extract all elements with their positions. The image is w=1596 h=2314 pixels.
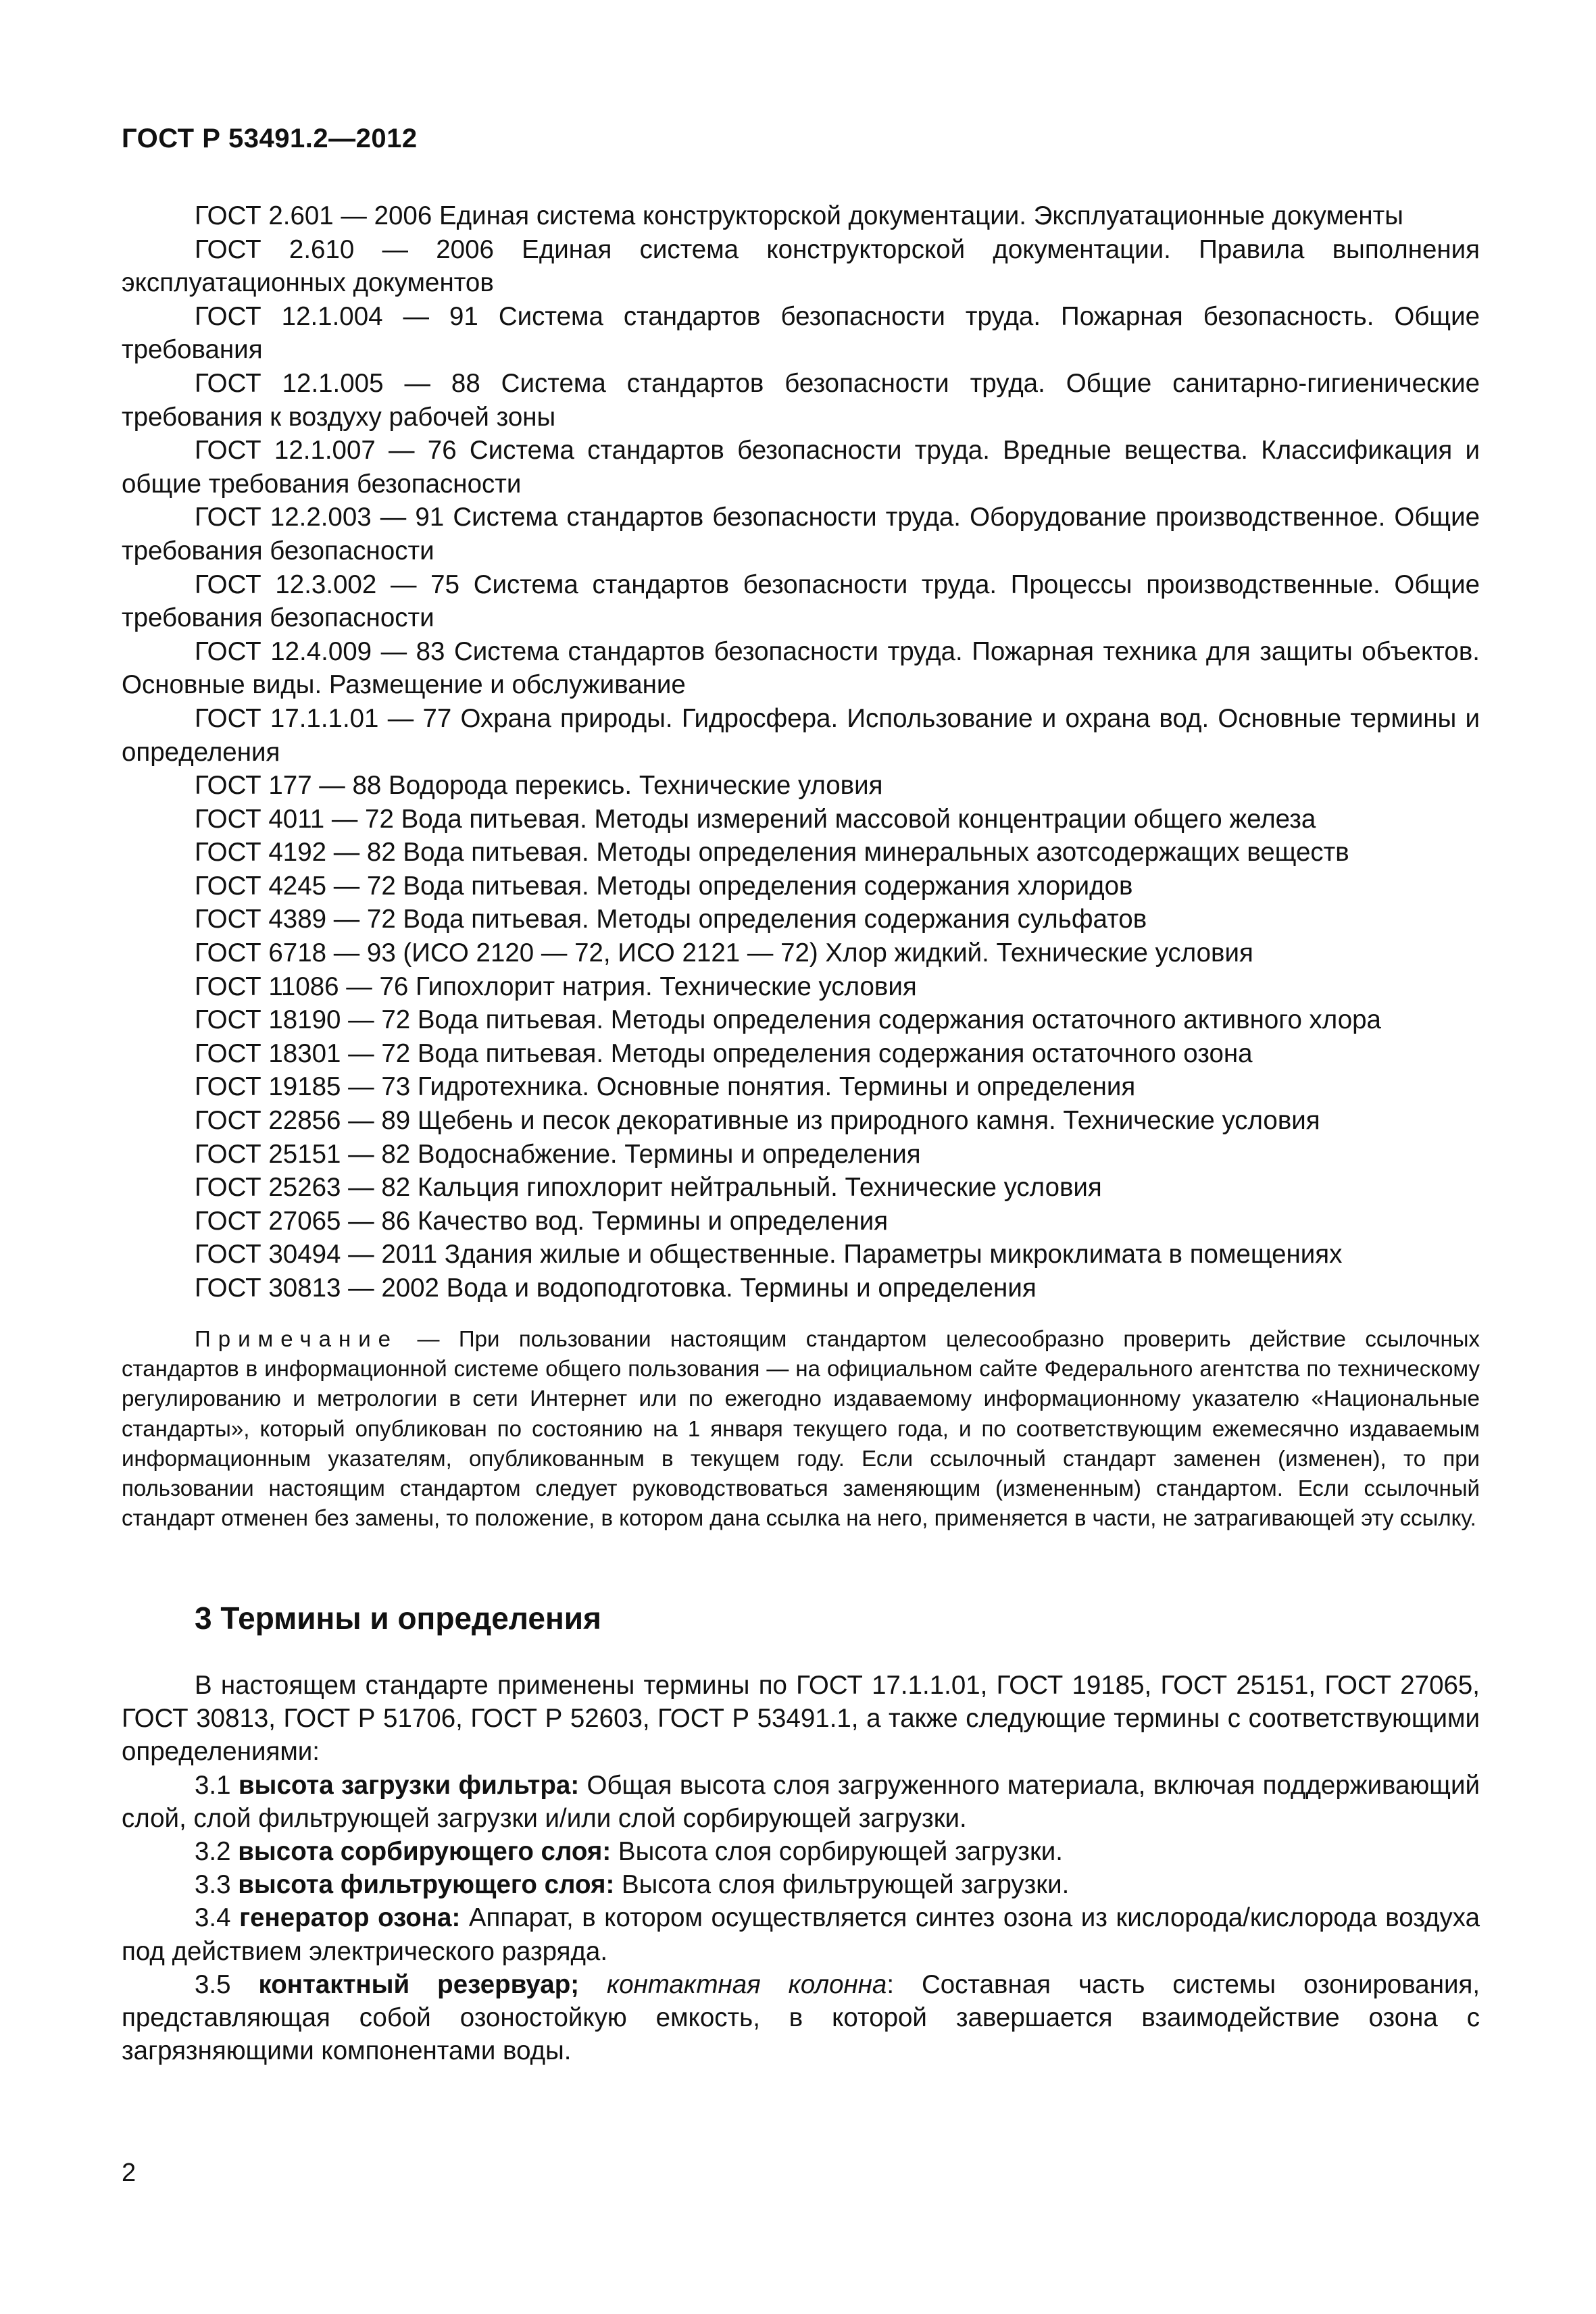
reference-item: ГОСТ 25263 — 82 Кальция гипохлорит нейтральный. Технические условия xyxy=(195,1173,1102,1203)
term-definition: Аппарат, в котором осуществляется синтез озона из кислорода/кислорода воздуха под действием электрического разряда. xyxy=(122,1903,1480,1966)
reference-item: ГОСТ 12.1.004 — 91 Система стандартов безопасности труда. Пожарная безопасность. Общие требования xyxy=(122,301,1480,365)
reference-item: ГОСТ 6718 — 93 (ИСО 2120 — 72, ИСО 2121 — 72) Хлор жидкий. Технические условия xyxy=(195,938,1253,968)
term-item xyxy=(122,1868,1480,1901)
term-number: 3.2 xyxy=(195,1837,231,1867)
reference-item: ГОСТ 4389 — 72 Вода питьевая. Методы определения содержания сульфатов xyxy=(195,905,1147,934)
reference-item: ГОСТ 22856 — 89 Щебень и песок декоративные из природного камня. Технические условия xyxy=(195,1106,1320,1136)
term-name: высота сорбирующего слоя: xyxy=(238,1837,612,1867)
reference-item: ГОСТ 2.601 — 2006 Единая система конструкторской документации. Эксплуатационные документы xyxy=(195,201,1403,230)
reference-item: ГОСТ 11086 — 76 Гипохлорит натрия. Технические условия xyxy=(195,972,917,1001)
reference-item: ГОСТ 4011 — 72 Вода питьевая. Методы измерений массовой концентрации общего железа xyxy=(195,804,1316,834)
reference-item: ГОСТ 25151 — 82 Водоснабжение. Термины и определения xyxy=(195,1139,921,1169)
note-block xyxy=(122,1324,1480,1533)
note-label: Примечание xyxy=(195,1326,399,1351)
page-number: 2 xyxy=(122,2159,136,2187)
reference-item: ГОСТ 30813 — 2002 Вода и водоподготовка. Термины и определения xyxy=(195,1274,1037,1303)
reference-item: ГОСТ 12.3.002 — 75 Система стандартов безопасности труда. Процессы производственные. Общие требования безопасности xyxy=(122,570,1480,633)
terms-section xyxy=(122,1669,1480,2067)
reference-item: ГОСТ 4245 — 72 Вода питьевая. Методы определения содержания хлоридов xyxy=(195,871,1133,901)
term-name: высота загрузки фильтра: xyxy=(238,1770,580,1800)
reference-item: ГОСТ 17.1.1.01 — 77 Охрана природы. Гидросфера. Использование и охрана вод. Основные термины и определения xyxy=(122,703,1480,767)
term-item xyxy=(122,1769,1480,1835)
reference-item: ГОСТ 12.2.003 — 91 Система стандартов безопасности труда. Оборудование производственное. Общие требования безопасности xyxy=(122,503,1480,565)
term-definition: Высота слоя фильтрующей загрузки. xyxy=(621,1870,1070,1900)
term-definition: : Составная часть системы озонирования, представляющая собой озоностойкую емкость, в которой завершается взаимодействие озона с загрязняющими компонентами воды. xyxy=(122,1969,1480,2066)
document-header: ГОСТ Р 53491.2—2012 xyxy=(122,124,418,153)
term-definition: Высота слоя сорбирующей загрузки. xyxy=(618,1837,1063,1867)
note-paragraph xyxy=(122,1324,1480,1533)
section-intro: В настоящем стандарте применены термины по ГОСТ 17.1.1.01, ГОСТ 19185, ГОСТ 25151, ГОСТ 27065, ГОСТ 30813, ГОСТ Р 51706, ГОСТ Р 52603, ГОСТ Р 53491.1, а также следующие термины с соответствующими определениями: xyxy=(122,1671,1480,1767)
term-alt-name: контактная колонна xyxy=(607,1969,887,1999)
term-number: 3.3 xyxy=(195,1870,231,1900)
term-item xyxy=(122,1968,1480,2068)
term-item xyxy=(122,1835,1480,1868)
normative-references xyxy=(122,199,1480,1305)
term-number: 3.5 xyxy=(195,1969,231,1999)
reference-item: ГОСТ 2.610 — 2006 Единая система конструкторской документации. Правила выполнения эксплуатационных документов xyxy=(122,234,1480,298)
term-number: 3.1 xyxy=(195,1770,231,1800)
term-name: высота фильтрующего слоя: xyxy=(238,1870,615,1900)
reference-item: ГОСТ 4192 — 82 Вода питьевая. Методы определения минеральных азотсодержащих веществ xyxy=(195,838,1349,867)
reference-item: ГОСТ 18301 — 72 Вода питьевая. Методы определения содержания остаточного озона xyxy=(195,1038,1253,1068)
reference-item: ГОСТ 12.1.005 — 88 Система стандартов безопасности труда. Общие санитарно-гигиенические требования к воздуху рабочей зоны xyxy=(122,368,1480,432)
reference-item: ГОСТ 27065 — 86 Качество вод. Термины и определения xyxy=(195,1206,889,1236)
note-text: — При пользовании настоящим стандартом целесообразно проверить действие ссылочных стандартов в информационной системе общего пользования — на официальном сайте Федерального агентства по техническому регулированию и метрологии в сети Интернет или по ежегодно издаваемому информационному указателю «Национальные стандарты», который опубликован по состоянию на 1 января текущего года, и по соответствующим ежемесячно издаваемым информационным указателям, опубликованным в текущем году. Если ссылочный стандарт заменен (изменен), то при пользовании настоящим стандартом следует руководствоваться заменяющим (измененным) стандартом. Если ссылочный стандарт отменен без замены, то положение, в котором дана ссылка на него, применяется в части, не затрагивающей эту ссылку. xyxy=(122,1326,1480,1531)
reference-item: ГОСТ 19185 — 73 Гидротехника. Основные понятия. Термины и определения xyxy=(195,1072,1136,1102)
reference-item: ГОСТ 12.1.007 — 76 Система стандартов безопасности труда. Вредные вещества. Классификация и общие требования безопасности xyxy=(122,436,1480,499)
reference-item: ГОСТ 12.4.009 — 83 Система стандартов безопасности труда. Пожарная техника для защиты объектов. Основные виды. Размещение и обслуживание xyxy=(122,636,1480,700)
reference-item: ГОСТ 177 — 88 Водорода перекись. Технические уловия xyxy=(195,771,883,801)
term-item xyxy=(122,1901,1480,1967)
term-number: 3.4 xyxy=(195,1903,231,1933)
term-name: генератор озона: xyxy=(239,1903,461,1933)
reference-item: ГОСТ 18190 — 72 Вода питьевая. Методы определения содержания остаточного активного хлора xyxy=(195,1005,1381,1035)
reference-item: ГОСТ 30494 — 2011 Здания жилые и общественные. Параметры микроклимата в помещениях xyxy=(195,1240,1343,1269)
term-name: контактный резервуар; xyxy=(258,1969,580,1999)
term-definition: Общая высота слоя загруженного материала, включая поддерживающий слой, слой фильтрующей загрузки и/или слой сорбирующей загрузки. xyxy=(122,1770,1480,1833)
section-title: 3 Термины и определения xyxy=(195,1601,601,1636)
